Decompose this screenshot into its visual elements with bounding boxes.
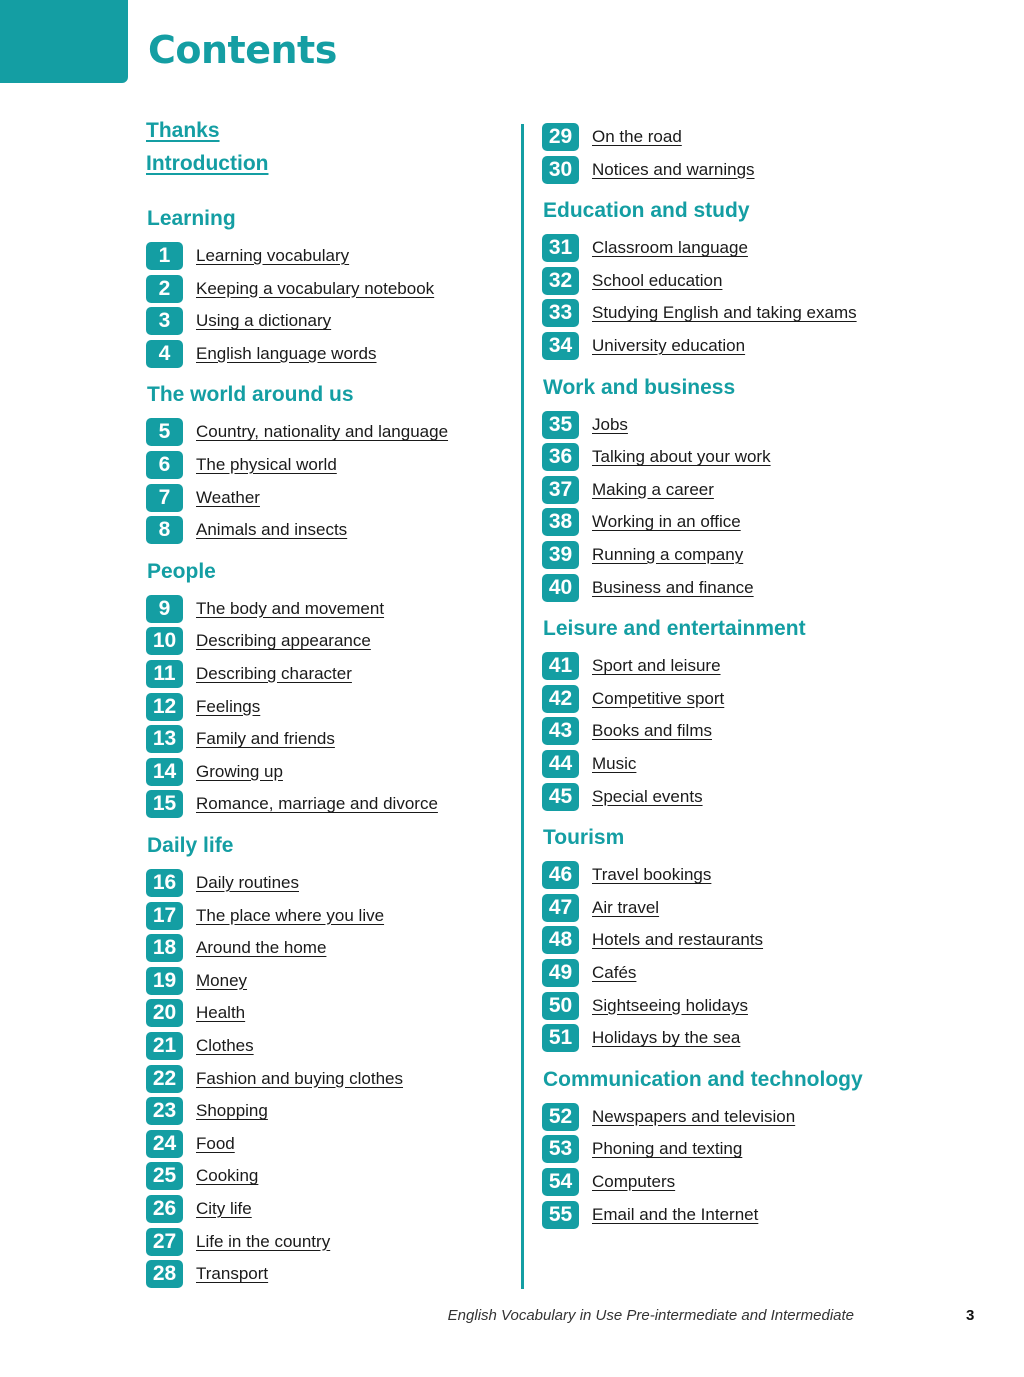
unit-link-4[interactable] <box>146 340 377 368</box>
unit-title: Business and finance <box>592 577 754 597</box>
unit-number-badge: 1 <box>146 242 183 270</box>
unit-number-badge: 54 <box>542 1168 579 1196</box>
unit-title: Air travel <box>592 897 660 917</box>
unit-link-55[interactable] <box>542 1201 758 1229</box>
unit-title: Hotels and restaurants <box>592 930 764 950</box>
unit-number-badge: 27 <box>146 1228 183 1256</box>
unit-title: Competitive sport <box>592 688 725 708</box>
unit-title: Describing character <box>196 664 352 683</box>
unit-title: Feelings <box>196 696 261 716</box>
unit-title: Fashion and buying clothes <box>196 1068 403 1088</box>
unit-number-badge: 51 <box>542 1024 579 1052</box>
unit-number-badge: 37 <box>542 476 579 504</box>
section-heading-work-and-business: Work and business <box>543 375 736 399</box>
unit-number-badge: 33 <box>542 299 579 327</box>
unit-number-badge: 31 <box>542 234 579 262</box>
unit-number-badge: 43 <box>542 717 579 745</box>
unit-title: School education <box>592 270 723 290</box>
unit-link-7[interactable] <box>146 484 260 512</box>
unit-title: Working in an office <box>592 512 741 532</box>
unit-link-37[interactable] <box>542 476 714 504</box>
unit-link-48[interactable] <box>542 926 763 954</box>
unit-title: Clothes <box>196 1036 254 1055</box>
unit-link-12[interactable] <box>146 693 260 721</box>
unit-number-badge: 49 <box>542 959 579 987</box>
unit-number-badge: 48 <box>542 926 579 954</box>
unit-link-8[interactable] <box>146 516 347 544</box>
unit-link-44[interactable] <box>542 750 636 778</box>
unit-title: On the road <box>592 127 682 146</box>
unit-number-badge: 26 <box>146 1195 183 1223</box>
unit-link-49[interactable] <box>542 959 636 987</box>
unit-link-51[interactable] <box>542 1024 740 1052</box>
unit-title: Computers <box>592 1172 676 1191</box>
unit-link-32[interactable] <box>542 267 722 295</box>
unit-number-badge: 39 <box>542 541 579 569</box>
unit-link-10[interactable] <box>146 627 371 655</box>
unit-link-30[interactable] <box>542 156 755 184</box>
unit-title: Describing appearance <box>196 631 371 651</box>
unit-number-badge: 8 <box>146 516 183 544</box>
unit-title: Health <box>196 1003 246 1023</box>
unit-number-badge: 18 <box>146 934 183 962</box>
unit-link-13[interactable] <box>146 725 335 753</box>
unit-title: Around the home <box>196 938 327 958</box>
unit-link-9[interactable] <box>146 595 384 623</box>
unit-number-badge: 29 <box>542 123 579 151</box>
unit-number-badge: 23 <box>146 1097 183 1125</box>
unit-link-11[interactable] <box>146 660 352 688</box>
unit-link-50[interactable] <box>542 992 748 1020</box>
unit-title: Using a dictionary <box>196 311 332 331</box>
unit-title: Daily routines <box>196 873 299 892</box>
unit-link-23[interactable] <box>146 1097 268 1125</box>
unit-title: Running a company <box>592 545 744 564</box>
unit-title: Special events <box>592 786 703 806</box>
unit-number-badge: 42 <box>542 685 579 713</box>
unit-title: Studying English and taking exams <box>592 303 857 323</box>
column-divider <box>521 124 524 1289</box>
section-heading-daily-life: Daily life <box>147 834 234 857</box>
unit-number-badge: 30 <box>542 156 579 184</box>
unit-title: Learning vocabulary <box>196 246 350 265</box>
unit-title: The physical world <box>196 455 337 474</box>
unit-link-25[interactable] <box>146 1162 258 1190</box>
book-title-footer: English Vocabulary in Use Pre-intermediate and Intermediate <box>447 1307 854 1324</box>
unit-link-47[interactable] <box>542 894 659 922</box>
unit-link-33[interactable] <box>542 299 857 327</box>
unit-title: Talking about your work <box>592 447 771 467</box>
unit-number-badge: 55 <box>542 1201 579 1229</box>
section-heading-tourism: Tourism <box>543 826 625 850</box>
unit-link-24[interactable] <box>146 1130 235 1158</box>
unit-link-29[interactable] <box>542 123 682 151</box>
title-tab <box>0 0 128 83</box>
section-heading-people: People <box>147 559 216 583</box>
unit-title: Cafés <box>592 963 637 982</box>
unit-number-badge: 47 <box>542 894 579 922</box>
section-heading-learning: Learning <box>147 207 236 230</box>
unit-title: Animals and insects <box>196 520 348 540</box>
unit-title: Money <box>196 970 248 990</box>
unit-link-20[interactable] <box>146 999 245 1027</box>
thanks-link[interactable]: Thanks <box>146 119 220 142</box>
unit-title: Life in the country <box>196 1231 331 1251</box>
unit-title: Newspapers and television <box>592 1106 796 1126</box>
unit-title: The place where you live <box>196 905 385 925</box>
unit-number-badge: 34 <box>542 332 579 360</box>
unit-link-41[interactable] <box>542 652 721 680</box>
unit-title: Romance, marriage and divorce <box>196 794 438 814</box>
unit-number-badge: 7 <box>146 484 183 512</box>
unit-link-17[interactable] <box>146 902 384 930</box>
unit-title: Shopping <box>196 1101 268 1121</box>
unit-link-5[interactable] <box>146 418 448 446</box>
unit-number-badge: 9 <box>146 595 183 623</box>
unit-number-badge: 2 <box>146 275 183 303</box>
unit-number-badge: 16 <box>146 869 183 897</box>
unit-link-16[interactable] <box>146 869 299 897</box>
unit-title: Phoning and texting <box>592 1139 743 1159</box>
unit-title: Sightseeing holidays <box>592 995 748 1015</box>
unit-title: Books and films <box>592 721 712 741</box>
unit-link-53[interactable] <box>542 1135 742 1163</box>
unit-number-badge: 5 <box>146 418 183 446</box>
unit-title: Notices and warnings <box>592 159 755 179</box>
unit-number-badge: 28 <box>146 1260 183 1288</box>
unit-number-badge: 6 <box>146 451 183 479</box>
unit-number-badge: 50 <box>542 992 579 1020</box>
unit-link-6[interactable] <box>146 451 337 479</box>
section-heading-leisure-and-entertainment: Leisure and entertainment <box>543 617 806 641</box>
unit-link-3[interactable] <box>146 307 331 335</box>
section-heading-communication-and-technology: Communication and technology <box>543 1067 863 1091</box>
unit-link-42[interactable] <box>542 685 724 713</box>
unit-title: Keeping a vocabulary notebook <box>196 278 435 298</box>
unit-link-54[interactable] <box>542 1168 675 1196</box>
introduction-link[interactable]: Introduction <box>146 152 269 175</box>
unit-title: Growing up <box>196 761 283 781</box>
unit-title: Travel bookings <box>592 865 712 885</box>
unit-link-39[interactable] <box>542 541 743 569</box>
unit-link-38[interactable] <box>542 508 741 536</box>
unit-title: Holidays by the sea <box>592 1028 741 1048</box>
unit-title: Sport and leisure <box>592 656 721 676</box>
unit-link-19[interactable] <box>146 967 247 995</box>
unit-link-22[interactable] <box>146 1065 403 1093</box>
unit-title: English language words <box>196 343 377 363</box>
unit-link-35[interactable] <box>542 411 628 439</box>
unit-number-badge: 11 <box>146 660 183 688</box>
section-heading-education-and-study: Education and study <box>543 199 750 223</box>
unit-link-14[interactable] <box>146 758 283 786</box>
unit-title: Classroom language <box>592 238 748 258</box>
unit-link-2[interactable] <box>146 275 434 303</box>
unit-link-36[interactable] <box>542 443 771 471</box>
unit-number-badge: 35 <box>542 411 579 439</box>
unit-number-badge: 17 <box>146 902 183 930</box>
unit-number-badge: 14 <box>146 758 183 786</box>
unit-link-40[interactable] <box>542 574 754 602</box>
unit-title: Making a career <box>592 479 714 499</box>
unit-link-26[interactable] <box>146 1195 252 1223</box>
unit-link-15[interactable] <box>146 790 438 818</box>
unit-title: Music <box>592 754 637 773</box>
section-heading-the-world-around-us: The world around us <box>147 383 354 407</box>
page-number: 3 <box>966 1307 975 1324</box>
unit-link-31[interactable] <box>542 234 748 262</box>
unit-link-21[interactable] <box>146 1032 254 1060</box>
unit-link-18[interactable] <box>146 934 326 962</box>
unit-title: University education <box>592 336 746 355</box>
unit-number-badge: 10 <box>146 627 183 655</box>
unit-title: Family and friends <box>196 729 335 749</box>
unit-title: Country, nationality and language <box>196 422 449 442</box>
unit-number-badge: 15 <box>146 790 183 818</box>
unit-number-badge: 36 <box>542 443 579 471</box>
unit-link-27[interactable] <box>146 1228 330 1256</box>
unit-number-badge: 3 <box>146 307 183 335</box>
page-title: Contents <box>148 28 337 72</box>
unit-title: Food <box>196 1133 235 1153</box>
unit-title: The body and movement <box>196 598 385 618</box>
unit-link-1[interactable] <box>146 242 349 270</box>
unit-number-badge: 44 <box>542 750 579 778</box>
unit-link-43[interactable] <box>542 717 712 745</box>
unit-link-45[interactable] <box>542 783 703 811</box>
unit-number-badge: 22 <box>146 1065 183 1093</box>
unit-link-46[interactable] <box>542 861 711 889</box>
unit-link-52[interactable] <box>542 1103 795 1131</box>
unit-number-badge: 12 <box>146 693 183 721</box>
unit-number-badge: 4 <box>146 340 183 368</box>
unit-number-badge: 45 <box>542 783 579 811</box>
unit-link-28[interactable] <box>146 1260 268 1288</box>
unit-number-badge: 46 <box>542 861 579 889</box>
unit-number-badge: 52 <box>542 1103 579 1131</box>
unit-title: City life <box>196 1199 252 1218</box>
unit-number-badge: 40 <box>542 574 579 602</box>
unit-number-badge: 21 <box>146 1032 183 1060</box>
unit-title: Jobs <box>592 414 628 434</box>
unit-number-badge: 20 <box>146 999 183 1027</box>
unit-number-badge: 38 <box>542 508 579 536</box>
unit-number-badge: 25 <box>146 1162 183 1190</box>
unit-number-badge: 32 <box>542 267 579 295</box>
unit-number-badge: 19 <box>146 967 183 995</box>
unit-link-34[interactable] <box>542 332 745 360</box>
unit-number-badge: 24 <box>146 1130 183 1158</box>
unit-number-badge: 13 <box>146 725 183 753</box>
unit-number-badge: 41 <box>542 652 579 680</box>
unit-title: Email and the Internet <box>592 1204 759 1224</box>
unit-title: Cooking <box>196 1166 259 1186</box>
unit-title: Transport <box>196 1264 269 1284</box>
unit-number-badge: 53 <box>542 1135 579 1163</box>
unit-title: Weather <box>196 487 260 507</box>
